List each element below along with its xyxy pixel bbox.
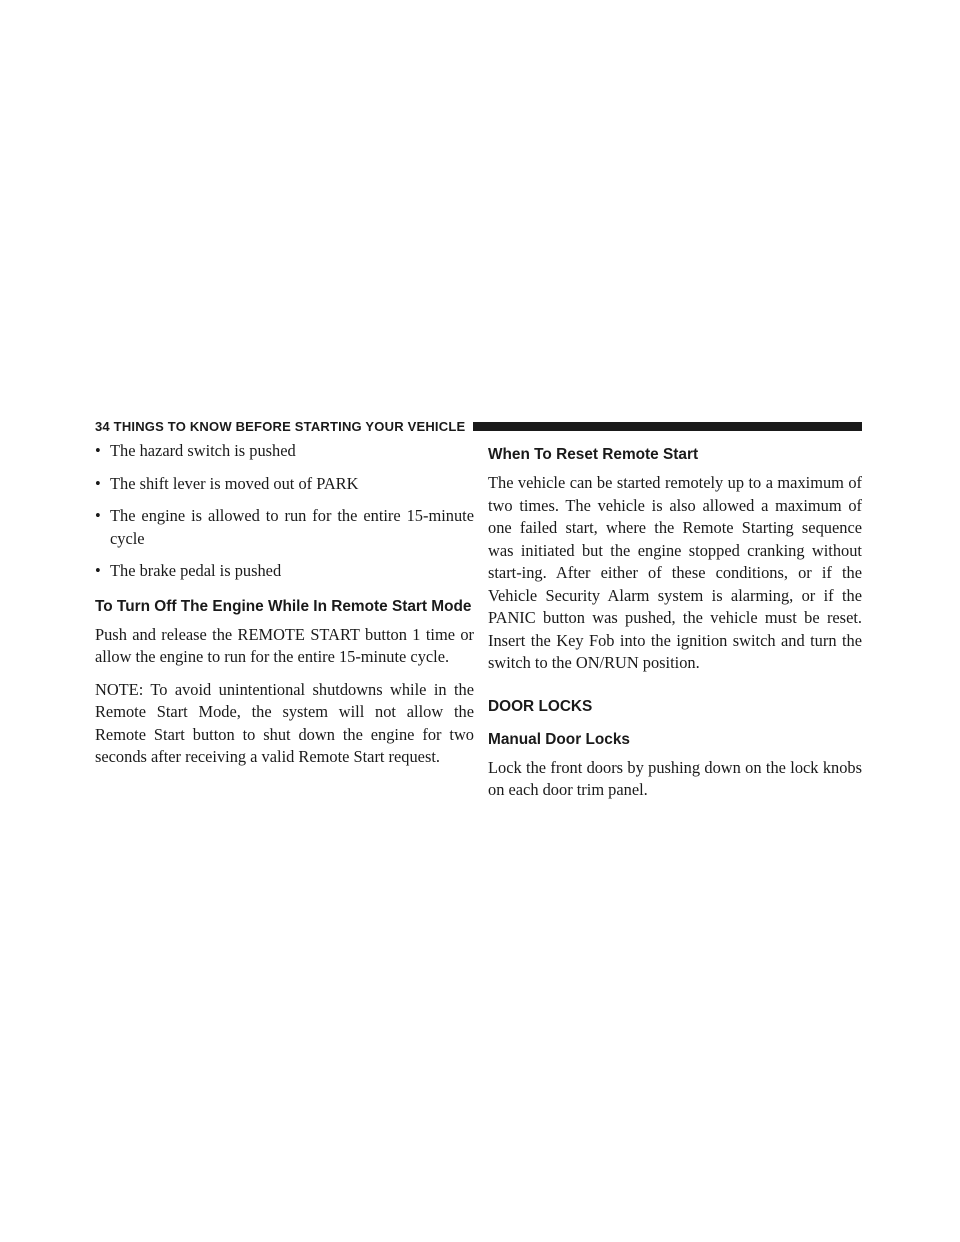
note-label: NOTE: [95,679,144,699]
list-item-text: The shift lever is moved out of PARK [110,473,359,493]
page-header [95,418,862,434]
bullet-icon: • [95,473,101,493]
bullet-icon: • [95,561,101,580]
list-item [95,505,474,550]
note-text: To avoid unintentional shutdowns while in the Remote Start Mode, the system will not allow the Remote Start button to shut down the engine for two seconds after receiving a valid Remote Start request. [95,679,474,766]
list-item [95,473,474,496]
section-subheading: To Turn Off The Engine While In Remote Start Mode [95,597,472,615]
section-subheading: When To Reset Remote Start [488,446,699,463]
list-item [95,440,474,463]
list-item-text: The hazard switch is pushed [110,441,296,460]
section-heading: DOOR LOCKS [488,697,593,715]
body-paragraph: Lock the front doors by pushing down on the lock knobs on each door trim panel. [488,757,862,799]
note-paragraph [95,679,474,769]
section-subheading: Manual Door Locks [488,730,630,748]
bullet-icon: • [95,441,101,460]
left-column [95,440,474,779]
list-item-text: The engine is allowed to run for the entire 15-minute cycle [110,506,474,548]
body-paragraph: Push and release the REMOTE START button 1 time or allow the engine to run for the entire 15-minute cycle. [95,624,474,666]
header-rule [473,422,862,431]
bullet-icon: • [95,506,101,525]
page-header-text: 34 THINGS TO KNOW BEFORE STARTING YOUR VEHICLE [95,418,466,434]
body-paragraph: The vehicle can be started remotely up to a maximum of two times. The vehicle is also allowed a maximum of one failed start, where the Remote Starting sequence was initiated but the engine stopped cranking without start-ing. After either of these conditions, or if the Vehicle Security Alarm system is alarming, or if the PANIC button was pushed, the vehicle must be reset. Insert the Key Fob into the ignition switch and turn the switch to the ON/RUN position. [488,473,862,672]
list-item [95,560,474,583]
list-item-text: The brake pedal is pushed [110,561,282,580]
right-column [488,440,862,812]
